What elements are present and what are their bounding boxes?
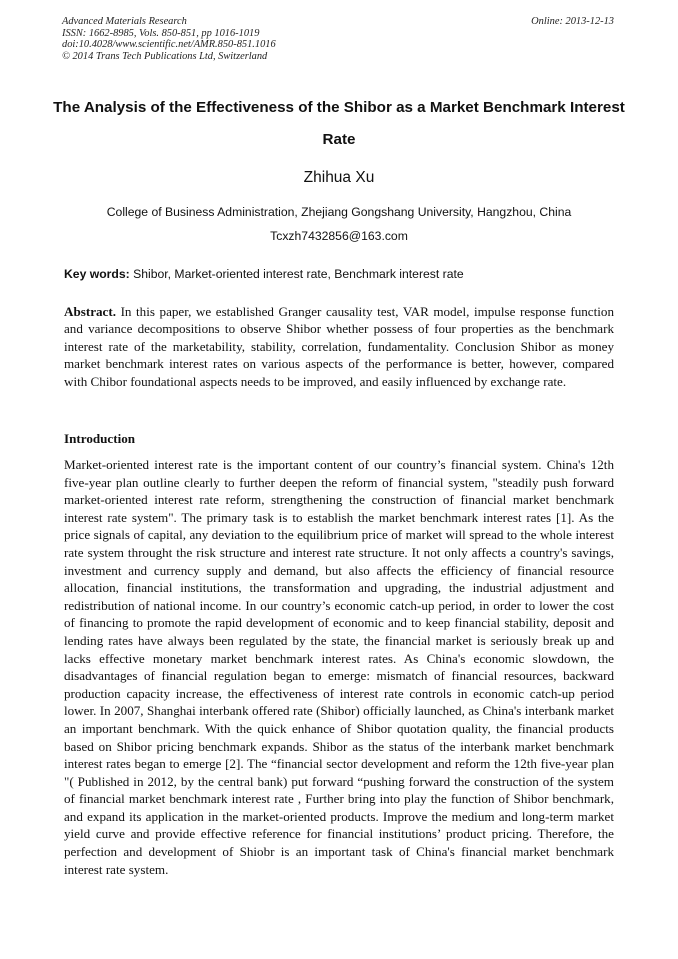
abstract-label: Abstract.	[64, 304, 116, 319]
doi-line: doi:10.4028/www.scientific.net/AMR.850-851.1016	[62, 39, 276, 51]
abstract-paragraph	[64, 303, 614, 390]
journal-header	[62, 16, 614, 62]
journal-name: Advanced Materials Research	[62, 16, 187, 27]
author-affiliation: College of Business Administration, Zhejiang Gongshang University, Hangzhou, China	[106, 205, 572, 219]
section-heading-introduction: Introduction	[64, 431, 136, 446]
keywords-label: Key words:	[64, 267, 130, 281]
keywords-text: Shibor, Market-oriented interest rate, Benchmark interest rate	[129, 267, 464, 281]
paper-title: The Analysis of the Effectiveness of the Shibor as a Market Benchmark Interest Rate	[53, 99, 625, 148]
online-date: Online: 2013-12-13	[531, 16, 614, 27]
author-email: Tcxzh7432856@163.com	[270, 229, 408, 243]
author-name: Zhihua Xu	[303, 169, 375, 186]
copyright-line: © 2014 Trans Tech Publications Ltd, Switzerland	[62, 50, 268, 62]
introduction-paragraph: Market-oriented interest rate is the important content of our country’s financial system. China's 12th five-year plan outline clearly to further deepen the reform of financial system, "steadily push forward market-oriented interest rate reform, strengthening the construction of financial market benchmark interest rate system". The primary task is to establish the market benchmark interest rates [1]. As the price signals of capital, any deviation to the equilibrium price of market will spread to the whole interest rate system throught the risk structure and interest rate structure. It not only affects a country's savings, investment and currency supply and demand, but also affects the efficiency of financial resource allocation, financial institutions, the transformation and upgrading, the industrial adjustment and redistribution of national income. In our country’s economic catch-up period, in order to lower the cost of financing to promote the rapid development of economic and to keep financial stability, deposit and lending rates have always been regulated by the state, the financial market is seriously break up and lacks effective monetary market benchmark interest rates. As China's economic slowdown, the disadvantages of financial regulation began to emerge: mismatch of financial resources, backward production capacity increase, the effectiveness of interest rate controls in economic catch-up period lower. In 2007, Shanghai interbank offered rate (Shibor) officially launched, as China's interbank market an important benchmark. With the quick enhance of Shibor quotation quality, the financial products based on Shibor pricing benchmark expands. Shibor as the status of the interbank market benchmark interest rates began to emerge [2]. The “financial sector development and reform the 12th five-year plan "( Published in 2012, by the central bank) put forward “pushing forward the construction of the system of financial market benchmark interest rate , Further bring into play the function of Shibor benchmark, and expand its application in the market-oriented products. Improve the medium and long-term market yield curve and provide effective reference for financial institutions’ product pricing. Therefore, the perfection and development of Shiobr is an important task of China's financial market benchmark interest rate system.	[64, 457, 614, 877]
abstract-text: In this paper, we established Granger causality test, VAR model, impulse response function and variance decompositions to observe Shibor whether possess of four properties as the benchmark interest rate of the marketability, stability, correlation, fundamentality. Conclusion Shibor as money market benchmark interest rates on various aspects of the performance is better, however, compared with Chibor foundational aspects needs to be improved, and easily influenced by exchange rate.	[64, 304, 614, 389]
issn-line: ISSN: 1662-8985, Vols. 850-851, pp 1016-1019	[62, 27, 260, 39]
keywords-line	[64, 267, 616, 281]
